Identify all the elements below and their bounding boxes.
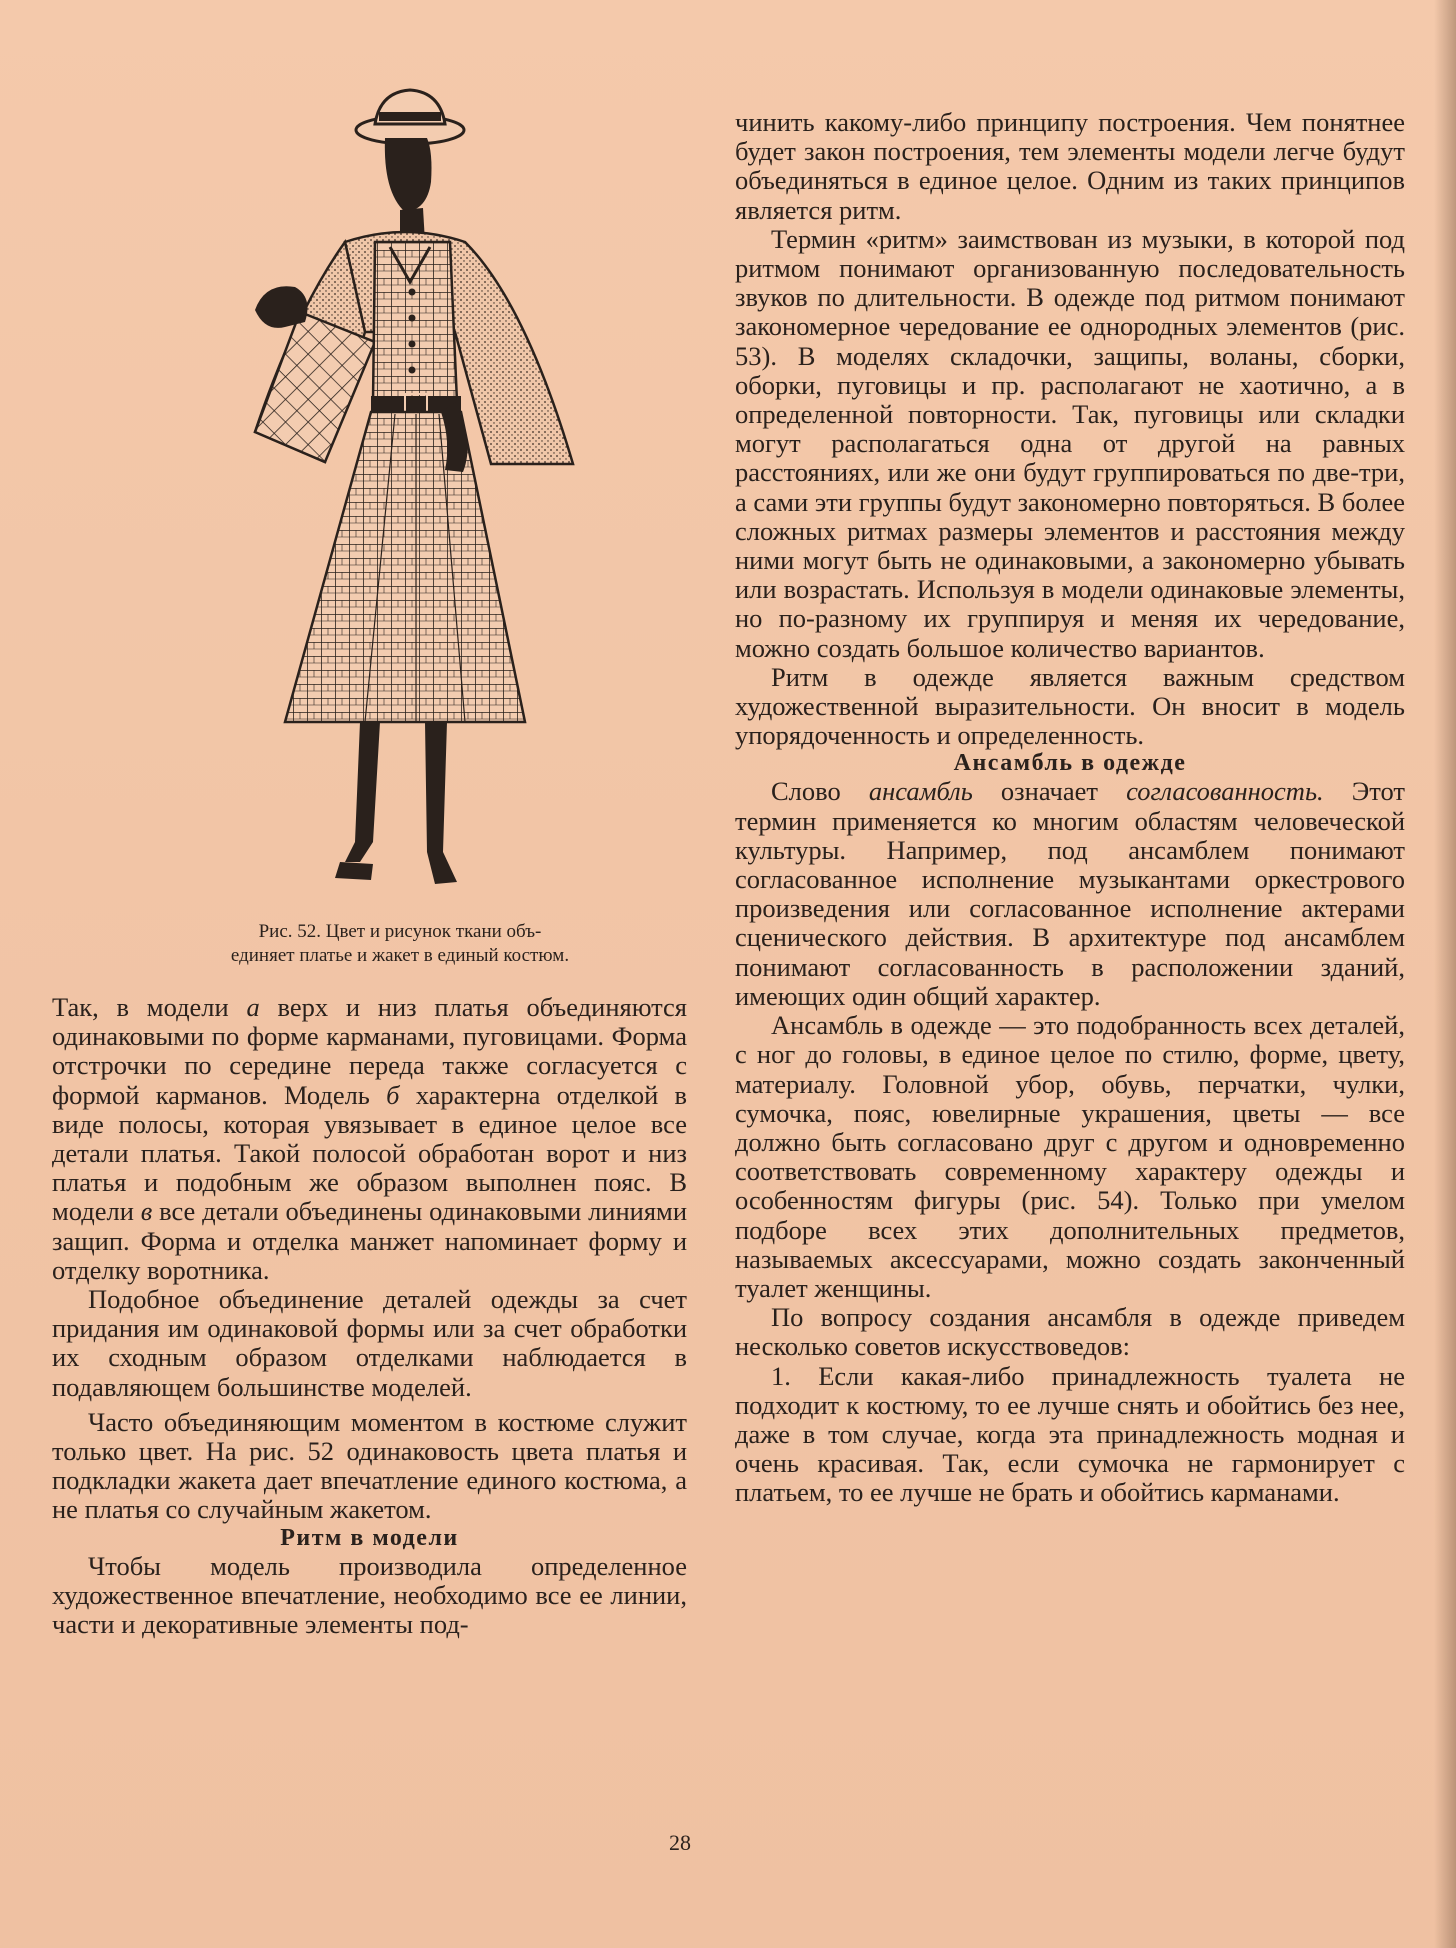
left-paragraph-2: Подобное объединение деталей одежды за счет придания им одинаковой формы или за счет обработки их сходным образом отделками наблюдается в подавляющем большинстве моделей. [52, 1284, 687, 1402]
p1-text-end: все детали объединены одинаковыми линиями защип. Форма и отделка манжет напоминает форму и отделку воротника. [52, 1196, 687, 1285]
section-heading-ansambl: Ансамбль в одежде [953, 750, 1187, 777]
figure-52-illustration [195, 82, 625, 922]
left-paragraph-1 [52, 993, 687, 1285]
caption-line-2: единяет платье и жакет в единый костюм. [230, 945, 570, 966]
right-paragraph-6: По вопросу создания ансамбля в одежде приведем несколько советов искусствоведов: [735, 1302, 1405, 1362]
right-paragraph-7: 1. Если какая-либо принадлежность туалета не подходит к костюму, то ее лучше снять и обойтись без нее, даже в том случае, когда эта принадлежность модная и очень красивая. Так, если сумочка не гармонирует с платьем, то ее лучше не брать и обойтись карманами. [735, 1360, 1405, 1508]
p1-model-v: в [140, 1196, 153, 1227]
p4-emphasis-soglasovannost: согласованность. [1126, 776, 1324, 807]
page-number: 28 [669, 1830, 691, 1855]
p1-text-part-3: характерна отделкой в виде полосы, которая увязывает в единое целое все детали платья. Такой полосой обработан ворот и низ платья и подобным же образом выполнен пояс. В модели [52, 1079, 687, 1227]
right-paragraph-3: Ритм в одежде является важным средством художественной выразительности. Он вносит в модель упорядоченность и определенность. [735, 661, 1405, 751]
left-paragraph-4: Чтобы модель производила определенное художественное впечатление, необходимо все ее линии, части и декоративные элементы под- [52, 1550, 687, 1640]
p4-text-end: Этот термин применяется ко многим областям человеческой культуры. Например, под ансамблем понимают согласованное исполнение музыкантами оркестрового произведения или согласованное исполнение актерами сценического действия. В архитектуре под ансамблем понимают согласованность в расположении зданий, имеющих один общий характер. [735, 776, 1405, 1011]
right-paragraph-1: чинить какому-либо принципу построения. Чем понятнее будет закон построения, тем элементы модели легче будут объединяться в единое целое. Одним из таких принципов является ритм. [735, 107, 1405, 225]
woman-in-dress-and-cape-drawing [195, 82, 625, 922]
p1-text-part-2: верх и низ платья объединяются одинаковыми по форме карманами, пуговицами. Форма отстрочки по середине переда также согласуется с формой карманов. Модель [52, 992, 687, 1110]
figure-caption [160, 920, 640, 968]
left-paragraph-3: Часто объединяющим моментом в костюме служит только цвет. На рис. 52 одинаковость цвета платья и подкладки жакета дает впечатление единого костюма, а не платья со случайным жакетом. [52, 1406, 687, 1525]
p1-model-a: а [246, 992, 260, 1022]
left-column [52, 993, 687, 1639]
p4-emphasis-ansambl: ансамбль [868, 776, 973, 807]
p1-text-start: Так, в модели [52, 992, 247, 1022]
p4-text-start: Слово [771, 776, 869, 807]
right-paragraph-4 [735, 777, 1405, 1011]
right-column [735, 108, 1405, 1508]
p4-text-middle: означает [972, 776, 1127, 807]
caption-line-1: Рис. 52. Цвет и рисунок ткани объ- [258, 921, 542, 942]
right-paragraph-5: Ансамбль в одежде — это подобранность всех деталей, с ног до головы, в единое целое по стилю, форме, цвету, материалу. Головной убор, обувь, перчатки, чулки, сумочка, пояс, ювелирные украшения, цветы — все должно быть согласовано друг с другом и одновременно соответствовать современному характеру одежды и особенностям фигуры (рис. 54). Только при умелом подборе всех этих дополнительных предметов, называемых аксессуарами, можно создать законченный туалет женщины. [735, 1010, 1405, 1303]
p1-model-b: б [386, 1079, 400, 1110]
section-heading-ritm: Ритм в модели [280, 1524, 459, 1551]
right-paragraph-2: Термин «ритм» заимствован из музыки, в которой под ритмом понимают организованную последовательность звуков по длительности. В одежде под ритмом понимают закономерное чередование ее однородных элементов (рис. 53). В моделях складочки, защипы, воланы, сборки, оборки, пуговицы и пр. располагают не хаотично, а в определенной повторности. Так, пуговицы или складки могут располагаться одна от другой на равных расстояниях, или же они будут группироваться по две-три, а сами эти группы будут закономерно повторяться. В более сложных ритмах размеры элементов и расстояния между ними могут быть не одинаковыми, а закономерно убывать или возрастать. Используя в модели одинаковые элементы, но по-разному их группируя и меняя их чередование, можно создать большое количество вариантов. [735, 223, 1405, 663]
